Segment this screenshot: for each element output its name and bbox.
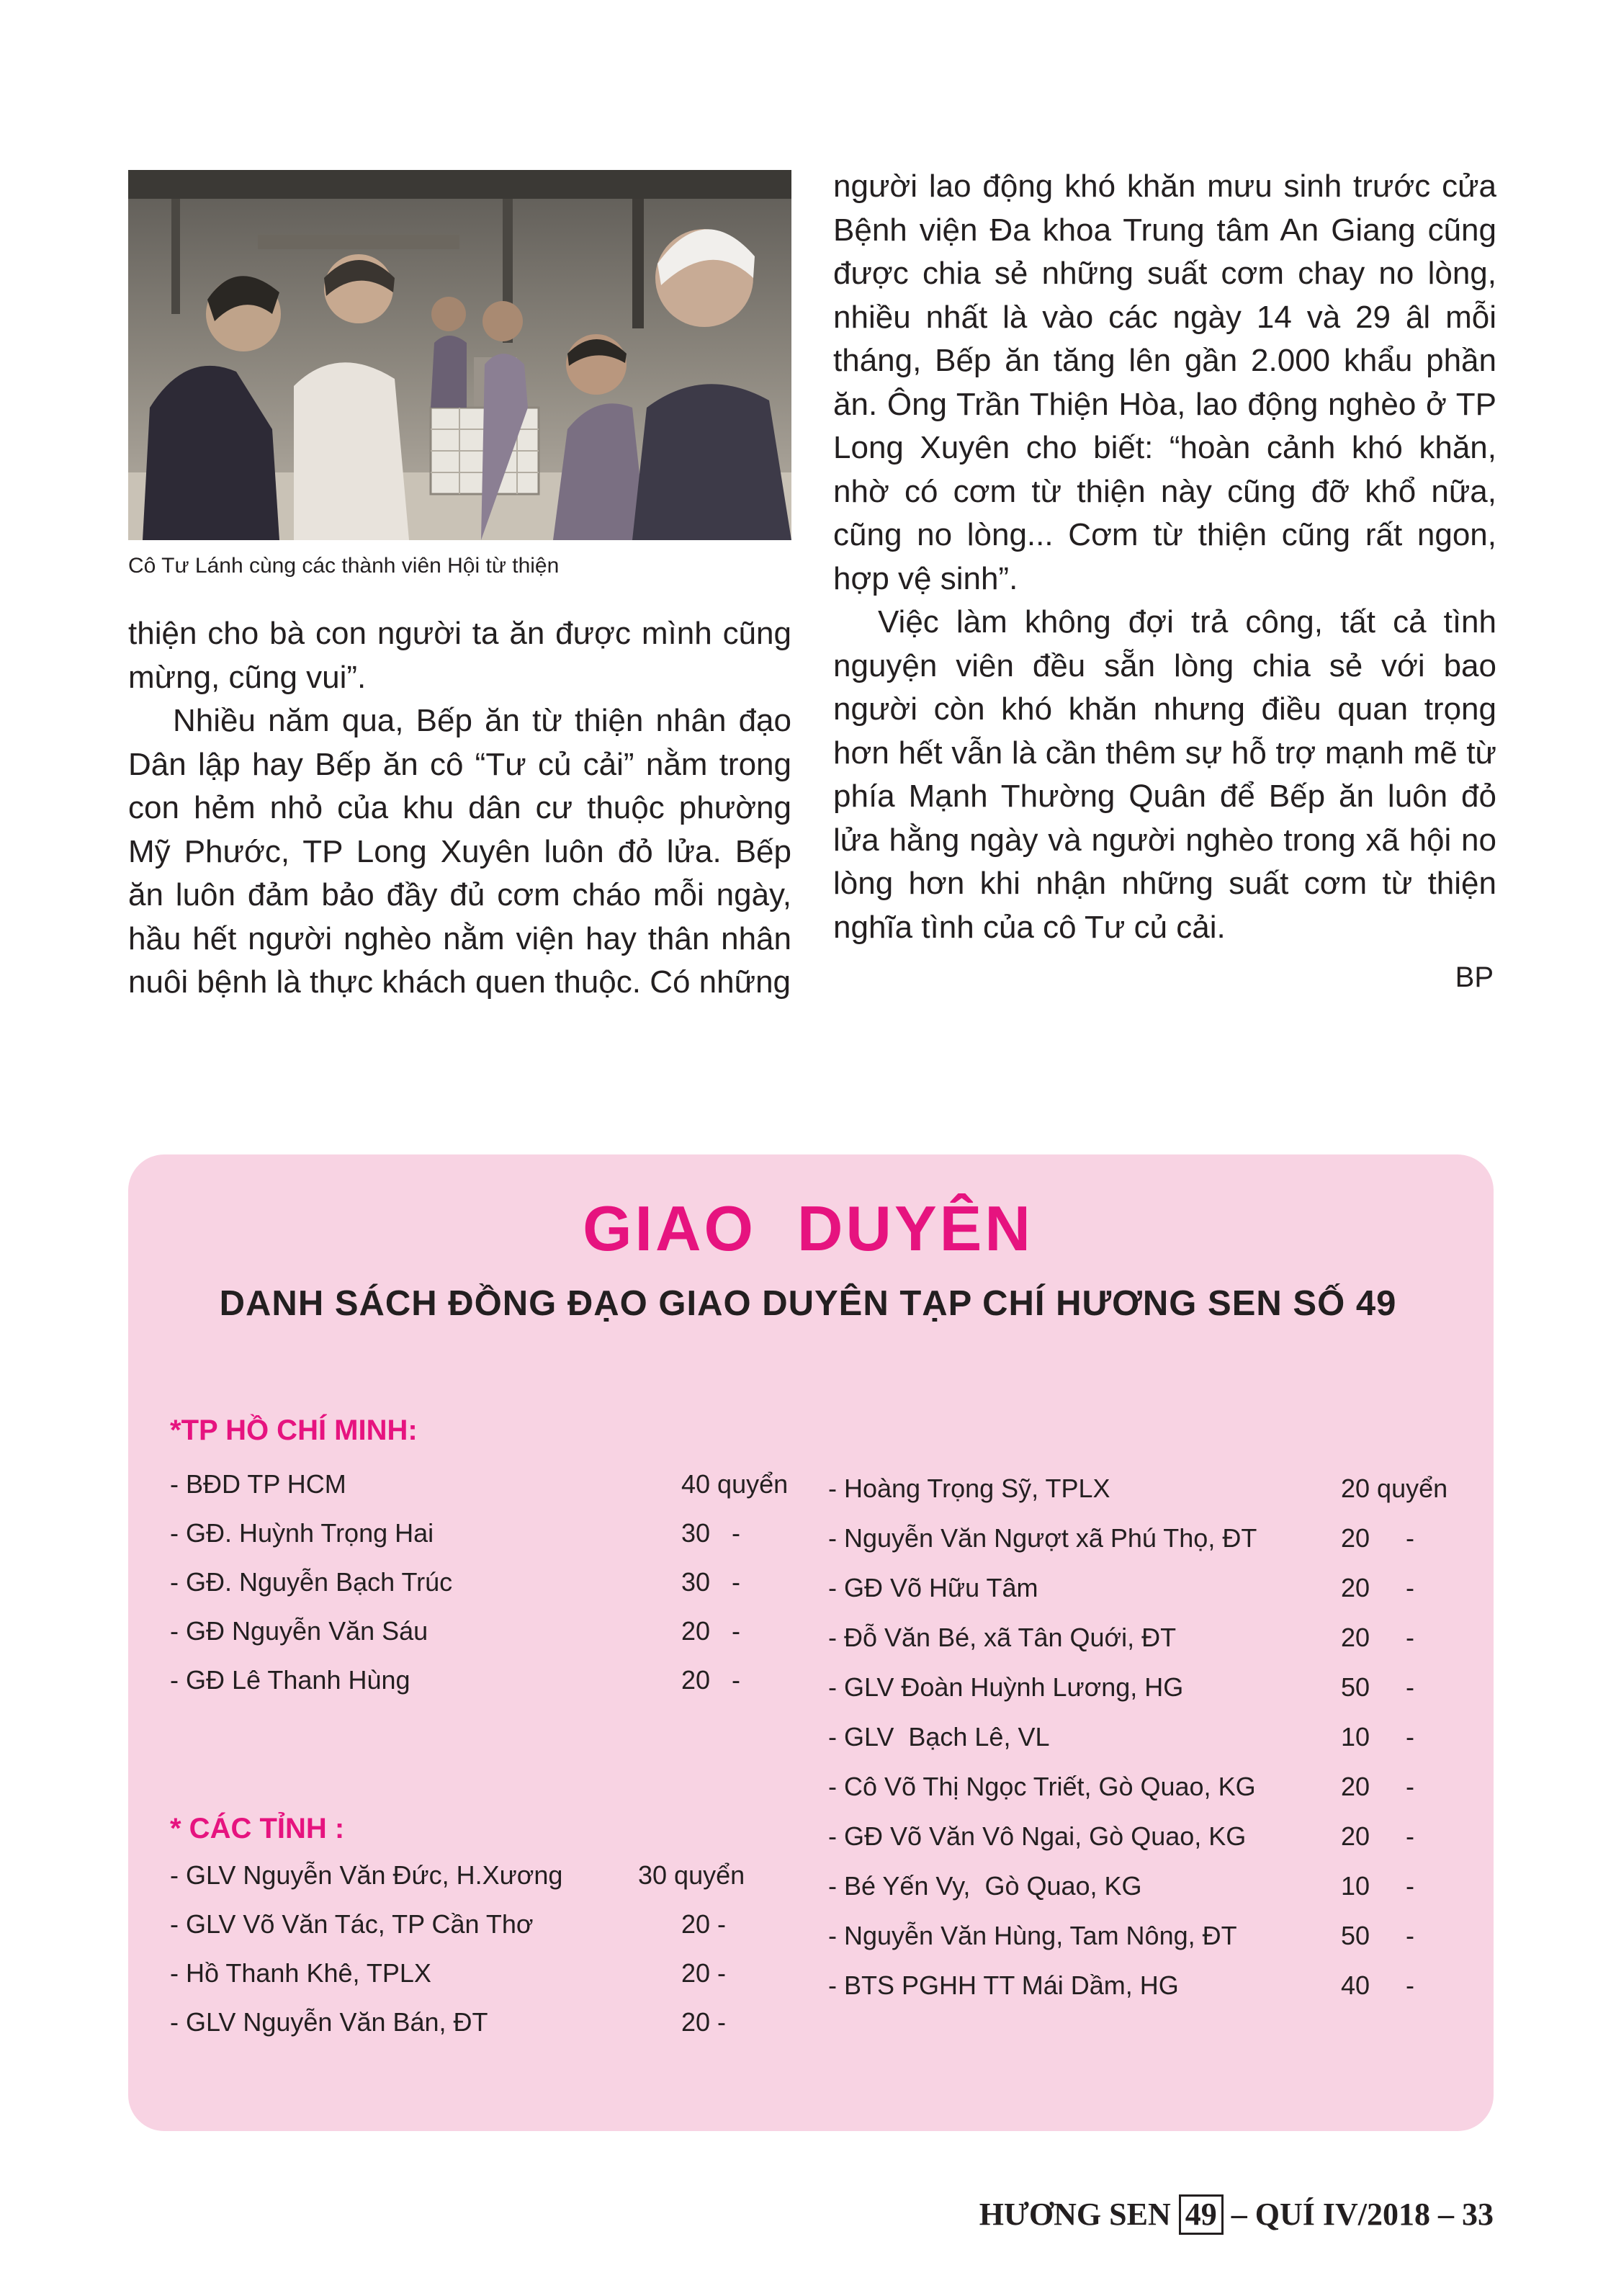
list-item [170,1956,818,1991]
hcm-heading: *TP HỒ CHÍ MINH: [170,1414,418,1446]
donor-name: - GLV Nguyễn Văn Bán, ĐT [170,2007,488,2037]
donor-quantity: 20 - [1341,1523,1415,1553]
donor-quantity: 40 - [1341,1970,1415,2000]
issue-period: – QUÍ IV/2018 – [1231,2197,1454,2232]
list-item [170,1516,818,1551]
donor-name: - Bé Yến Vy, Gò Quao, KG [828,1871,1142,1901]
donor-quantity: 20 quyển [1341,1474,1448,1503]
donor-name: - Hồ Thanh Khê, TPLX [170,1958,431,1988]
list-item [828,1819,1476,1854]
article-paragraph: Nhiều năm qua, Bếp ăn từ thiện nhân đạo Dân lập hay Bếp ăn cô “Tư củ cải” nằm trong con hẻm nhỏ của khu dân cư thuộc phường Mỹ Phước, TP Long Xuyên luôn đỏ lửa. Bếp ăn luôn đảm bảo đầy đủ cơm cháo mỗi ngày, hầu hết người nghèo nằm viện hay thân nhân nuôi bệnh là thực khách quen thuộc. Có những [128,703,791,1000]
donor-name: - GLV Võ Văn Tác, TP Cần Thơ [170,1909,534,1939]
list-item [828,1770,1476,1804]
donor-quantity: 20 - [681,1665,741,1695]
article-signature: BP [1455,961,1494,993]
list-item [828,1670,1476,1705]
list-item [170,1663,818,1698]
issue-number: 49 [1179,2194,1224,2235]
donor-quantity: 30 - [681,1518,741,1548]
donor-name: - Hoàng Trọng Sỹ, TPLX [828,1474,1110,1503]
photo-illustration [128,170,791,540]
donor-name: - GĐ. Nguyễn Bạch Trúc [170,1567,453,1597]
donor-name: - Cô Võ Thị Ngọc Triết, Gò Quao, KG [828,1772,1256,1801]
donor-name: - GĐ Võ Hữu Tâm [828,1573,1038,1602]
provinces-heading: * CÁC TỈNH : [170,1813,345,1844]
magazine-name: HƯƠNG SEN [979,2197,1171,2232]
donor-quantity: 40 quyển [681,1469,789,1499]
donor-name: - GĐ Nguyễn Văn Sáu [170,1616,428,1646]
donor-quantity: 20 - [1341,1772,1415,1801]
list-item [828,1571,1476,1605]
article-column-left [128,612,791,1005]
list-item [170,1858,818,1893]
article-paragraph: Việc làm không đợi trả công, tất cả tình nguyện viên đều sẵn lòng chia sẻ với bao người còn khó khăn nhưng điều quan trọng hơn hết vẫn là cần thêm sự hỗ trợ mạnh mẽ từ phía Mạnh Thường Quân để Bếp ăn luôn đỏ lửa hằng ngày và người nghèo trong xã hội no lòng hơn khi nhận những suất cơm từ thiện nghĩa tình của cô Tư củ cải. [833,604,1496,945]
donor-quantity: 20 - [681,1909,727,1939]
donor-quantity: 20 - [1341,1573,1415,1602]
list-item [170,1614,818,1649]
donor-quantity: 20 - [1341,1821,1415,1851]
donor-name: - GĐ. Huỳnh Trọng Hai [170,1518,434,1548]
donor-quantity: 20 - [681,2007,727,2037]
page-number: 33 [1462,2197,1494,2232]
donor-quantity: 10 - [1341,1722,1415,1752]
article-paragraph: người lao động khó khăn mưu sinh trước cửa Bệnh viện Đa khoa Trung tâm An Giang cũng được chia sẻ những suất cơm chay no lòng, nhiều nhất là vào các ngày 14 và 29 âl mỗi tháng, Bếp ăn tăng lên gần 2.000 khẩu phần ăn. Ông Trần Thiện Hòa, lao động nghèo ở TP Long Xuyên cho biết: “hoàn cảnh khó khăn, nhờ có cơm từ thiện này cũng đỡ khổ nữa, cũng no lòng... Cơm từ thiện cũng rất ngon, hợp vệ sinh”. [833,169,1496,596]
page-footer [864,2193,1494,2236]
list-item [828,1919,1476,1953]
donor-quantity: 50 - [1341,1672,1415,1702]
donor-quantity: 20 - [681,1616,741,1646]
donor-name: - GLV Bạch Lê, VL [828,1722,1050,1752]
list-item [828,1620,1476,1655]
donor-name: - Nguyễn Văn Hùng, Tam Nông, ĐT [828,1921,1237,1950]
article-paragraph: thiện cho bà con người ta ăn được mình cũng mừng, cũng vui”. [128,616,791,695]
donor-quantity: 30 quyển [638,1860,745,1890]
donor-quantity: 50 - [1341,1921,1415,1950]
photo-caption: Cô Tư Lánh cùng các thành viên Hội từ thiện [128,554,560,578]
donor-name: - GĐ Lê Thanh Hùng [170,1665,410,1695]
donor-name: - BĐD TP HCM [170,1469,346,1499]
giao-duyen-title: GIAO DUYÊN [583,1193,1033,1264]
donor-name: - GLV Nguyễn Văn Đức, H.Xương [170,1860,563,1890]
donor-quantity: 20 - [1341,1623,1415,1652]
donor-name: - Nguyễn Văn Ngượt xã Phú Thọ, ĐT [828,1523,1257,1553]
list-item [170,2005,818,2040]
list-item [170,1907,818,1942]
article-photo [128,170,791,540]
list-item [828,1471,1476,1506]
donor-name: - Đỗ Văn Bé, xã Tân Quới, ĐT [828,1623,1177,1652]
donor-quantity: 20 - [681,1958,727,1988]
list-item [828,1521,1476,1556]
donor-name: - GLV Đoàn Huỳnh Lương, HG [828,1672,1184,1702]
donor-name: - BTS PGHH TT Mái Dầm, HG [828,1970,1179,2000]
list-item [170,1467,818,1502]
article-column-right [833,165,1496,949]
giao-duyen-subtitle: DANH SÁCH ĐỒNG ĐẠO GIAO DUYÊN TẠP CHÍ HƯƠNG SEN SỐ 49 [219,1284,1397,1323]
list-item [828,1869,1476,1903]
donor-quantity: 10 - [1341,1871,1415,1901]
list-item [828,1720,1476,1754]
list-item [828,1968,1476,2003]
list-item [170,1565,818,1600]
donor-quantity: 30 - [681,1567,741,1597]
donor-name: - GĐ Võ Văn Vô Ngai, Gò Quao, KG [828,1821,1247,1851]
